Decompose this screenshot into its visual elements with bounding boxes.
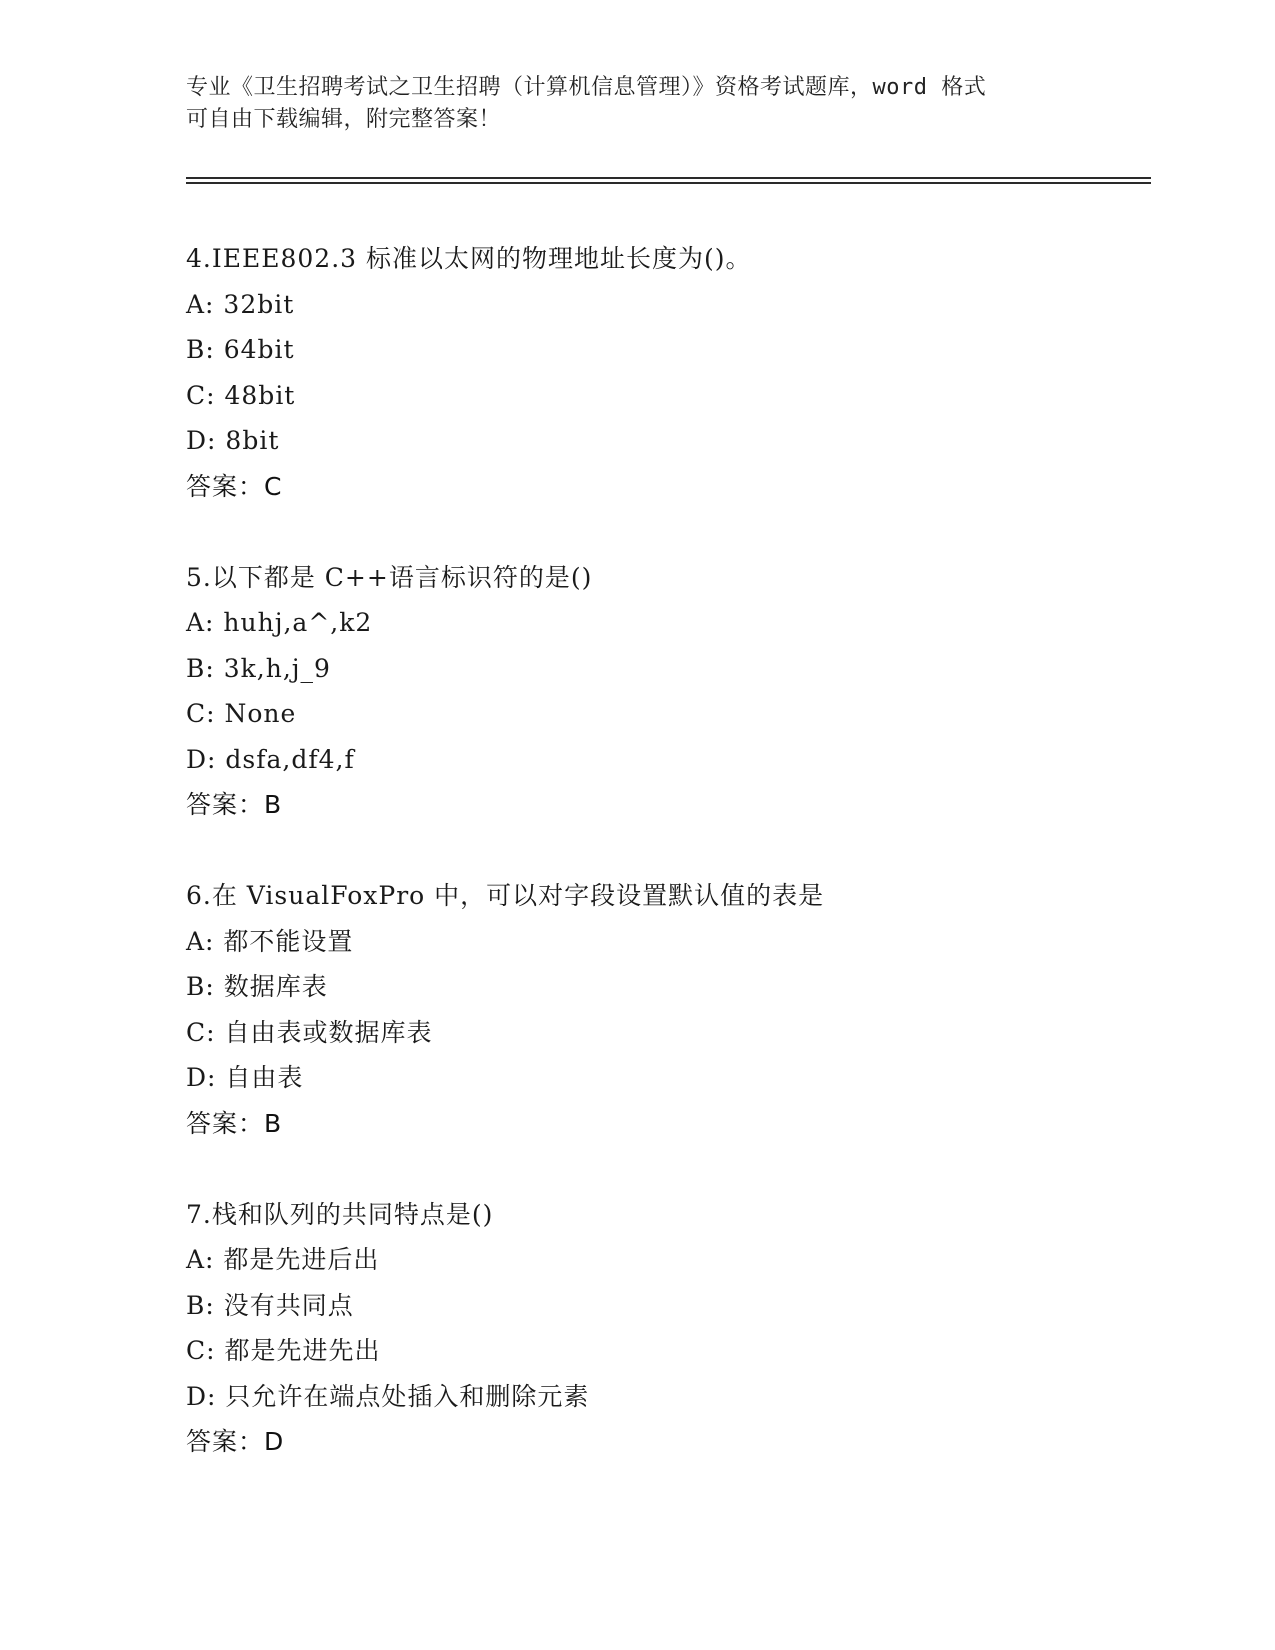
question-title: 4.IEEE802.3 标准以太网的物理地址长度为()。 xyxy=(186,244,752,273)
header-line-1: 专业《卫生招聘考试之卫生招聘（计算机信息管理）》资格考试题库，word 格式 xyxy=(186,75,987,100)
question-7 xyxy=(186,1192,1146,1465)
document-header xyxy=(186,72,1086,136)
option-b: B: 64bit xyxy=(186,335,295,364)
option-c: C: None xyxy=(186,699,297,728)
question-title: 6.在 VisualFoxPro 中，可以对字段设置默认值的表是 xyxy=(186,881,825,910)
question-title: 5.以下都是 C++语言标识符的是() xyxy=(186,562,593,592)
question-title: 7.栈和队列的共同特点是() xyxy=(186,1199,494,1229)
answer-label: 答案：D xyxy=(186,1427,285,1456)
question-5 xyxy=(186,555,1146,828)
question-6 xyxy=(186,873,1146,1146)
question-4 xyxy=(186,236,1146,509)
option-a: A: 32bit xyxy=(186,289,295,319)
option-d: D: 自由表 xyxy=(186,1063,304,1092)
option-d: D: 只允许在端点处插入和删除元素 xyxy=(186,1381,590,1411)
answer-label: 答案：B xyxy=(186,1108,283,1138)
header-line-2: 可自由下载编辑，附完整答案！ xyxy=(186,107,502,132)
option-a: A: 都是先进后出 xyxy=(186,1245,380,1274)
option-d: D: dsfa,df4,f xyxy=(186,744,355,774)
option-c: C: 48bit xyxy=(186,380,296,410)
option-a: A: huhj,a^,k2 xyxy=(186,608,373,637)
answer-label: 答案：B xyxy=(186,790,283,819)
option-c: C: 都是先进先出 xyxy=(186,1336,381,1365)
option-a: A: 都不能设置 xyxy=(186,926,354,956)
answer-label: 答案：C xyxy=(186,471,283,501)
header-divider-bottom xyxy=(186,182,1151,184)
option-d: D: 8bit xyxy=(186,426,280,455)
option-c: C: 自由表或数据库表 xyxy=(186,1017,433,1047)
option-b: B: 数据库表 xyxy=(186,972,328,1001)
question-list xyxy=(186,236,1146,1510)
header-divider-top xyxy=(186,177,1151,179)
option-b: B: 没有共同点 xyxy=(186,1290,354,1320)
option-b: B: 3k,h,j_9 xyxy=(186,653,331,683)
